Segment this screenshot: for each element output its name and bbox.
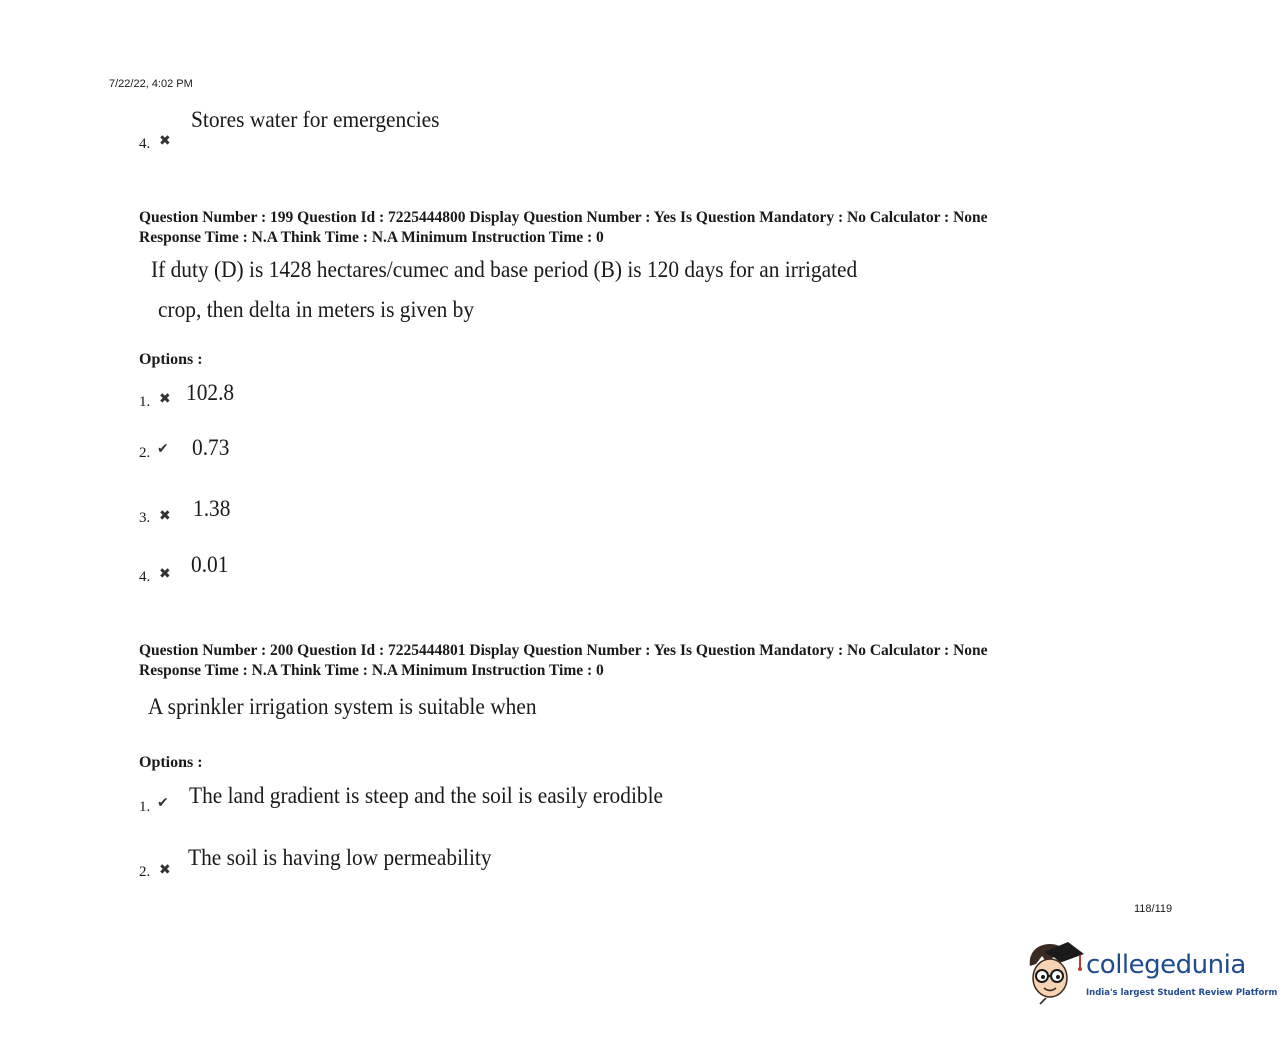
cross-icon: ✖ bbox=[159, 566, 171, 582]
option-number: 1. bbox=[139, 799, 151, 815]
question-meta-line1: Question Number : 199 Question Id : 7225444800 Display Question Number : Yes Is Question Mandatory : No Calculator : None bbox=[139, 209, 988, 226]
option-number: 1. bbox=[139, 394, 151, 410]
question-text-line2: crop, then delta in meters is given by bbox=[158, 297, 475, 322]
options-label: Options : bbox=[139, 351, 203, 368]
option-number: 4. bbox=[139, 569, 151, 585]
option-text: 1.38 bbox=[193, 496, 231, 521]
option-text: 102.8 bbox=[186, 380, 235, 405]
question-meta-line2: Response Time : N.A Think Time : N.A Minimum Instruction Time : 0 bbox=[139, 662, 604, 679]
cross-icon: ✖ bbox=[159, 508, 171, 524]
option-text: The soil is having low permeability bbox=[188, 845, 492, 870]
question-text-line1: A sprinkler irrigation system is suitable when bbox=[148, 694, 537, 719]
option-text: 0.01 bbox=[191, 552, 229, 577]
question-meta-line1: Question Number : 200 Question Id : 7225444801 Display Question Number : Yes Is Question Mandatory : No Calculator : None bbox=[139, 642, 988, 659]
option-text: 0.73 bbox=[192, 435, 230, 460]
cross-icon: ✖ bbox=[159, 862, 171, 878]
check-icon: ✔ bbox=[157, 441, 169, 457]
mascot-icon bbox=[1024, 938, 1086, 1008]
logo-wordmark: collegedunia bbox=[1086, 950, 1246, 980]
page-number: 118/119 bbox=[1134, 903, 1173, 915]
cross-icon: ✖ bbox=[159, 391, 171, 407]
check-icon: ✔ bbox=[157, 795, 169, 811]
collegedunia-logo bbox=[1024, 938, 1278, 1008]
option-number: 4. bbox=[139, 136, 151, 152]
question-meta-line2: Response Time : N.A Think Time : N.A Minimum Instruction Time : 0 bbox=[139, 229, 604, 246]
option-number: 2. bbox=[139, 445, 151, 461]
option-text: The land gradient is steep and the soil is easily erodible bbox=[189, 783, 664, 808]
option-number: 2. bbox=[139, 864, 151, 880]
question-text-line1: If duty (D) is 1428 hectares/cumec and base period (B) is 120 days for an irrigated bbox=[151, 257, 858, 282]
logo-tagline: India's largest Student Review Platform bbox=[1086, 988, 1278, 998]
cross-icon: ✖ bbox=[159, 133, 171, 149]
print-timestamp: 7/22/22, 4:02 PM bbox=[109, 78, 193, 90]
option-text: Stores water for emergencies bbox=[191, 107, 440, 132]
option-number: 3. bbox=[139, 510, 151, 526]
options-label: Options : bbox=[139, 754, 203, 771]
